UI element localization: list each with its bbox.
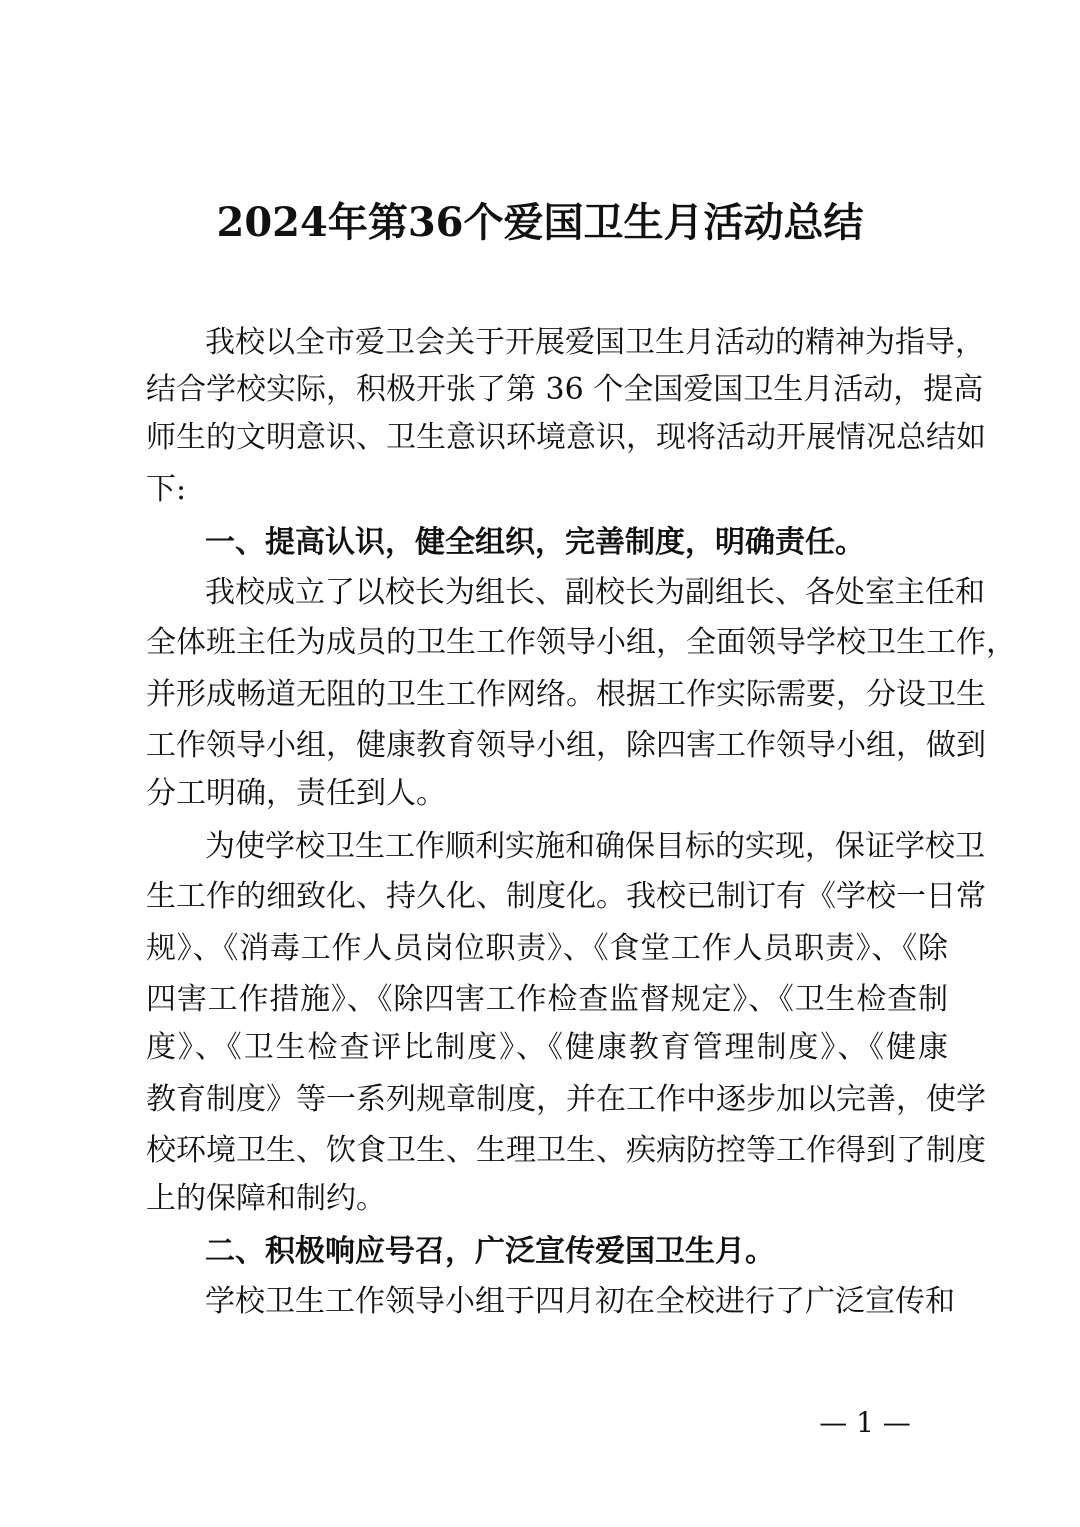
paragraph-line: 师生的文明意识、卫生意识环境意识，现将活动开展情况总结如 xyxy=(146,420,986,455)
paragraph-line: 生工作的细致化、持久化、制度化。我校已制订有《学校一日常 xyxy=(146,879,986,914)
paragraph-line: 为使学校卫生工作顺利实施和确保目标的实现，保证学校卫 xyxy=(205,829,985,864)
paragraph-line: 学校卫生工作领导小组于四月初在全校进行了广泛宣传和 xyxy=(205,1284,955,1319)
paragraph-line: 度》、《卫生检查评比制度》、《健康教育管理制度》、《健康 xyxy=(146,1030,948,1065)
paragraph-line: 全体班主任为成员的卫生工作领导小组，全面领导学校卫生工作， xyxy=(146,625,1016,660)
section-heading: 二、积极响应号召，广泛宣传爱国卫生月。 xyxy=(205,1234,775,1269)
paragraph-line: 结合学校实际，积极开张了第 36 个全国爱国卫生月活动，提高 xyxy=(146,372,984,407)
paragraph-line: 并形成畅道无阻的卫生工作网络。根据工作实际需要，分设卫生 xyxy=(146,677,986,712)
paragraph-line: 下: xyxy=(146,472,187,507)
document-title: 2024年第36个爱国卫生月活动总结 xyxy=(216,199,864,246)
paragraph-line: 我校以全市爱卫会关于开展爱国卫生月活动的精神为指导， xyxy=(205,325,985,360)
paragraph-line: 上的保障和制约。 xyxy=(146,1181,386,1216)
paragraph-line: 工作领导小组，健康教育领导小组，除四害工作领导小组，做到 xyxy=(146,728,986,763)
section-heading: 一、提高认识，健全组织，完善制度，明确责任。 xyxy=(205,525,865,560)
paragraph-line: 校环境卫生、饮食卫生、生理卫生、疾病防控等工作得到了制度 xyxy=(146,1133,986,1168)
paragraph-line: 我校成立了以校长为组长、副校长为副组长、各处室主任和 xyxy=(205,575,985,610)
paragraph-line: 教育制度》等一系列规章制度，并在工作中逐步加以完善，使学 xyxy=(146,1082,986,1117)
paragraph-line: 规》、《消毒工作人员岗位职责》、《食堂工作人员职责》、《除 xyxy=(146,931,948,966)
paragraph-line: 分工明确，责任到人。 xyxy=(146,776,446,811)
page-number: — 1 — xyxy=(819,1406,911,1439)
paragraph-line: 四害工作措施》、《除四害工作检查监督规定》、《卫生检查制 xyxy=(146,982,948,1017)
